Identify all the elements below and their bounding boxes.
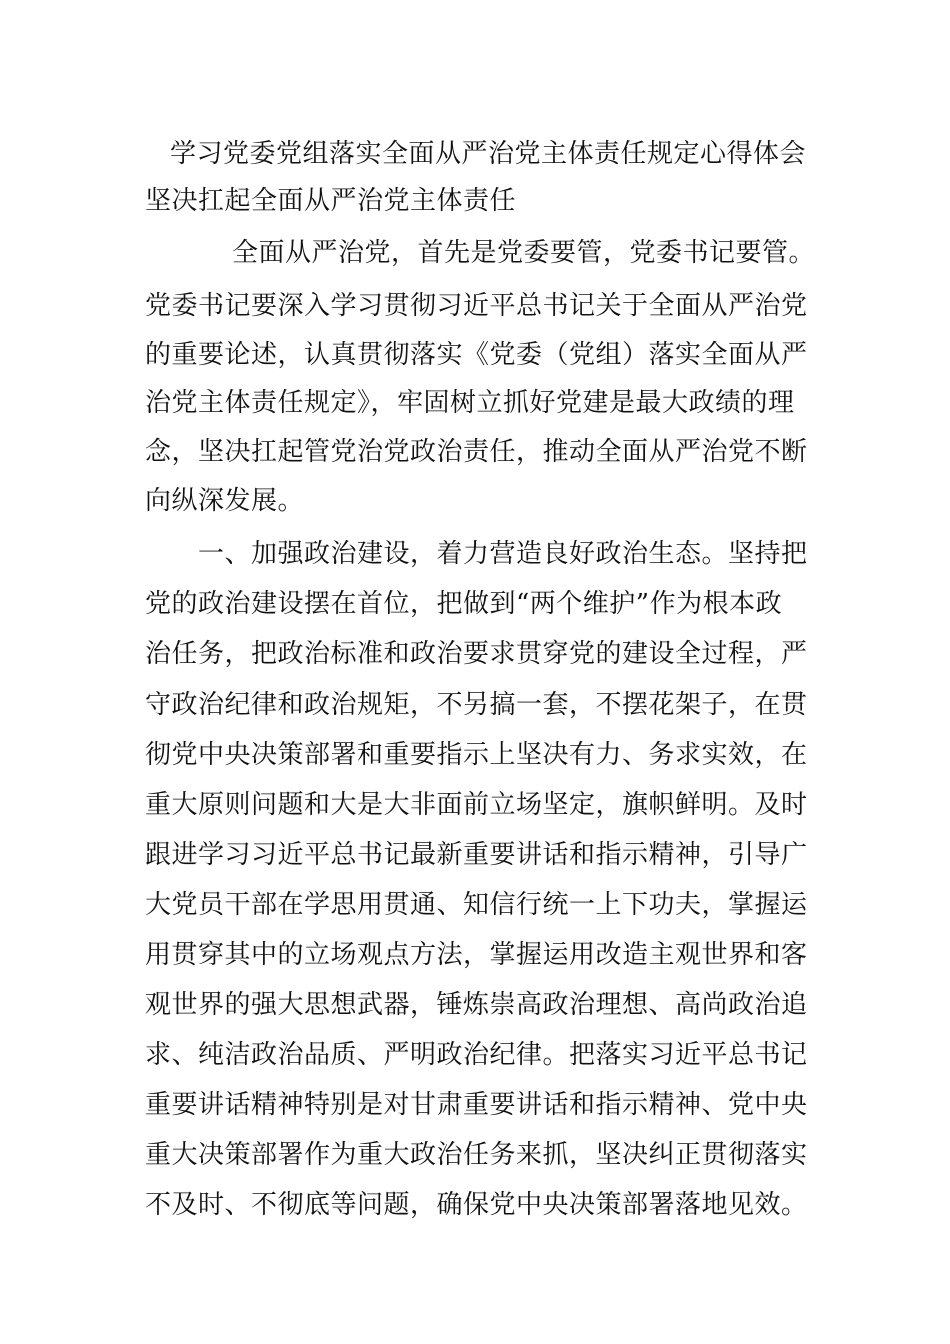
paragraph-1-line: 念，坚决扛起管党治党政治责任，推动全面从严治党不断	[145, 437, 808, 467]
paragraph-2-line: 观世界的强大思想武器，锤炼崇高政治理想、高尚政治追	[145, 990, 808, 1020]
paragraph-1-line: 治党主体责任规定》，牢固树立抓好党建是最大政绩的理	[145, 388, 795, 418]
paragraph-1-line: 党委书记要深入学习贯彻习近平总书记关于全面从严治党	[145, 291, 808, 321]
paragraph-2-line: 一、加强政治建设，着力营造良好政治生态。坚持把	[198, 539, 808, 569]
paragraph-2-line: 重大原则问题和大是大非面前立场坚定，旗帜鲜明。及时	[145, 790, 808, 820]
document-title-line-1: 学习党委党组落实全面从严治党主体责任规定心得体会	[170, 139, 807, 169]
paragraph-2-line: 用贯穿其中的立场观点方法，掌握运用改造主观世界和客	[145, 940, 808, 970]
paragraph-2-line: 重要讲话精神特别是对甘肃重要讲话和指示精神、党中央	[145, 1090, 808, 1120]
paragraph-2-line: 守政治纪律和政治规矩，不另搞一套，不摆花架子，在贯	[145, 690, 808, 720]
paragraph-1-line: 全面从严治党，首先是党委要管，党委书记要管。	[232, 238, 816, 268]
paragraph-1-line: 向纵深发展。	[145, 486, 305, 516]
paragraph-2-line: 重大决策部署作为重大政治任务来抓，坚决纠正贯彻落实	[145, 1140, 808, 1170]
document-title-line-2: 坚决扛起全面从严治党主体责任	[145, 186, 517, 216]
paragraph-2-line: 不及时、不彻底等问题，确保党中央决策部署落地见效。	[145, 1190, 808, 1220]
paragraph-1-line: 的重要论述，认真贯彻落实《党委（党组）落实全面从严	[145, 340, 808, 370]
paragraph-2-line: 跟进学习习近平总书记最新重要讲话和指示精神，引导广	[145, 840, 808, 870]
paragraph-2-line: 大党员干部在学思用贯通、知信行统一上下功夫，掌握运	[145, 890, 808, 920]
paragraph-2-line: 治任务，把政治标准和政治要求贯穿党的建设全过程，严	[145, 639, 808, 669]
paragraph-2-line: 党的政治建设摆在首位，把做到“两个维护”作为根本政	[145, 589, 783, 619]
paragraph-2-line: 求、纯洁政治品质、严明政治纪律。把落实习近平总书记	[145, 1040, 808, 1070]
paragraph-2-line: 彻党中央决策部署和重要指示上坚决有力、务求实效，在	[145, 740, 808, 770]
